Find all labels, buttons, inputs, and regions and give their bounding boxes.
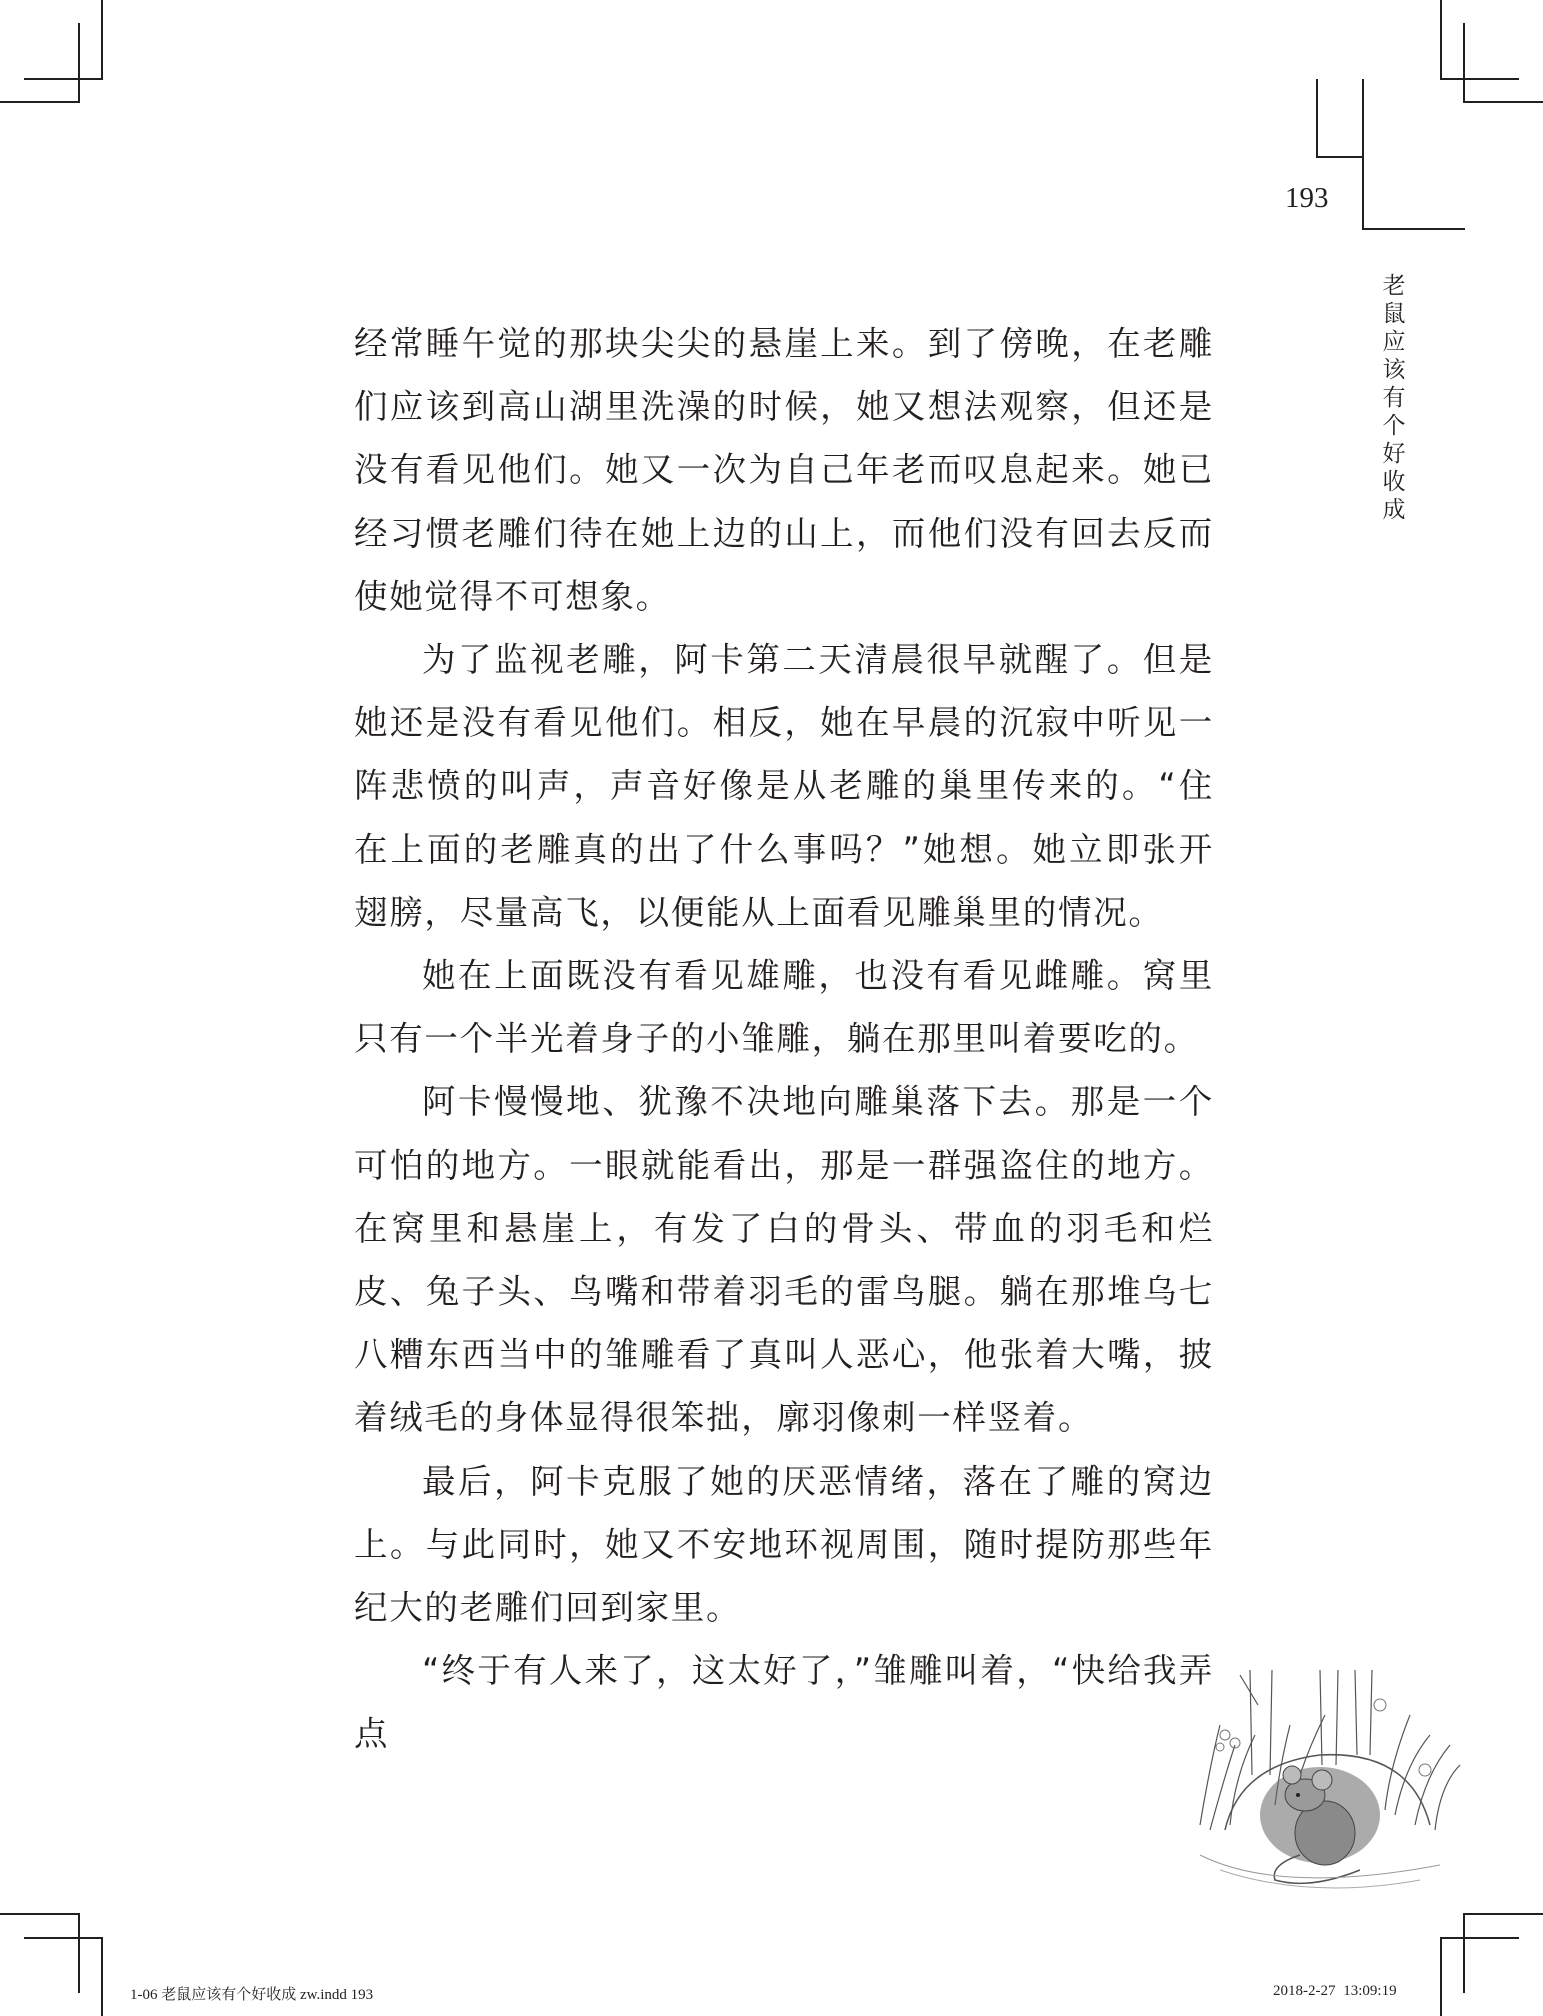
running-head-char: 鼠: [1382, 301, 1406, 327]
running-head-char: 应: [1382, 329, 1406, 355]
crop-mark-bottom-right: [1440, 1937, 1442, 2016]
crop-mark-top-right: [1440, 0, 1442, 79]
running-head-char: 好: [1382, 441, 1406, 467]
crop-mark-top-right: [1463, 101, 1543, 103]
crop-mark-bottom-left: [101, 1937, 103, 2016]
paragraph: “终于有人来了，这太好了，”雏雕叫着，“快给我弄点: [354, 1651, 1214, 1754]
paragraph: 为了监视老雕，阿卡第二天清晨很早就醒了。但是她还是没有看见他们。相反，她在早晨的沉寂中听见一阵悲愤的叫声，声音好像是从老雕的巢里传来的。“住在上面的老雕真的出了什么事吗？”她想。她立即张开翅膀，尽量高飞，以便能从上面看见雕巢里的情况。: [354, 640, 1214, 932]
mouse-illustration-icon: [1180, 1655, 1470, 1905]
running-head-char: 收: [1382, 469, 1406, 495]
paragraph: 她在上面既没有看见雄雕，也没有看见雌雕。窝里只有一个半光着身子的小雏雕，躺在那里叫着要吃的。: [354, 956, 1214, 1059]
crop-mark-bottom-left: [0, 1913, 80, 1915]
crop-mark-bottom-right: [1463, 1913, 1543, 1915]
crop-mark-bottom-left: [78, 1913, 80, 1993]
running-head-char: 老: [1382, 273, 1406, 299]
crop-mark-top-right: [1440, 78, 1519, 80]
crop-mark-top-left: [0, 101, 80, 103]
running-head-char: 该: [1382, 357, 1406, 383]
header-rule: [1362, 79, 1364, 230]
running-head: [1378, 272, 1410, 524]
crop-mark-top-right: [1463, 23, 1465, 103]
running-head-char: 有: [1382, 385, 1406, 411]
crop-mark-top-left: [101, 0, 103, 79]
header-rule: [1316, 156, 1362, 158]
crop-mark-bottom-right: [1463, 1913, 1465, 1993]
header-rule: [1316, 79, 1318, 158]
crop-mark-bottom-right: [1440, 1937, 1519, 1939]
mouse-burrow-illustration: [1180, 1655, 1470, 1905]
paragraph: 阿卡慢慢地、犹豫不决地向雕巢落下去。那是一个可怕的地方。一眼就能看出，那是一群强盗住的地方。在窝里和悬崖上，有发了白的骨头、带血的羽毛和烂皮、兔子头、鸟嘴和带着羽毛的雷鸟腿。躺在那堆乌七八糟东西当中的雏雕看了真叫人恶心，他张着大嘴，披着绒毛的身体显得很笨拙，廓羽像刺一样竖着。: [354, 1082, 1214, 1438]
paragraph: 最后，阿卡克服了她的厌恶情绪，落在了雕的窝边上。与此同时，她又不安地环视周围，随时提防那些年纪大的老雕们回到家里。: [354, 1461, 1214, 1628]
running-head-char: 成: [1382, 497, 1406, 523]
footer-file-info: 1-06 老鼠应该有个好收成 zw.indd 193: [130, 1987, 374, 2003]
running-head-char: 个: [1382, 413, 1406, 439]
crop-mark-bottom-left: [24, 1937, 103, 1939]
body-text: [354, 312, 1214, 1766]
paragraph: 经常睡午觉的那块尖尖的悬崖上来。到了傍晚，在老雕们应该到高山湖里洗澡的时候，她又想法观察，但还是没有看见他们。她又一次为自己年老而叹息起来。她已经习惯老雕们待在她上边的山上，而他们没有回去反而使她觉得不可想象。: [354, 324, 1214, 616]
footer-timestamp: 2018-2-27 13:09:19: [1273, 1983, 1397, 1999]
crop-mark-top-left: [24, 78, 103, 80]
page-number: 193: [1285, 182, 1329, 214]
header-rule: [1362, 228, 1465, 230]
crop-mark-top-left: [78, 23, 80, 103]
